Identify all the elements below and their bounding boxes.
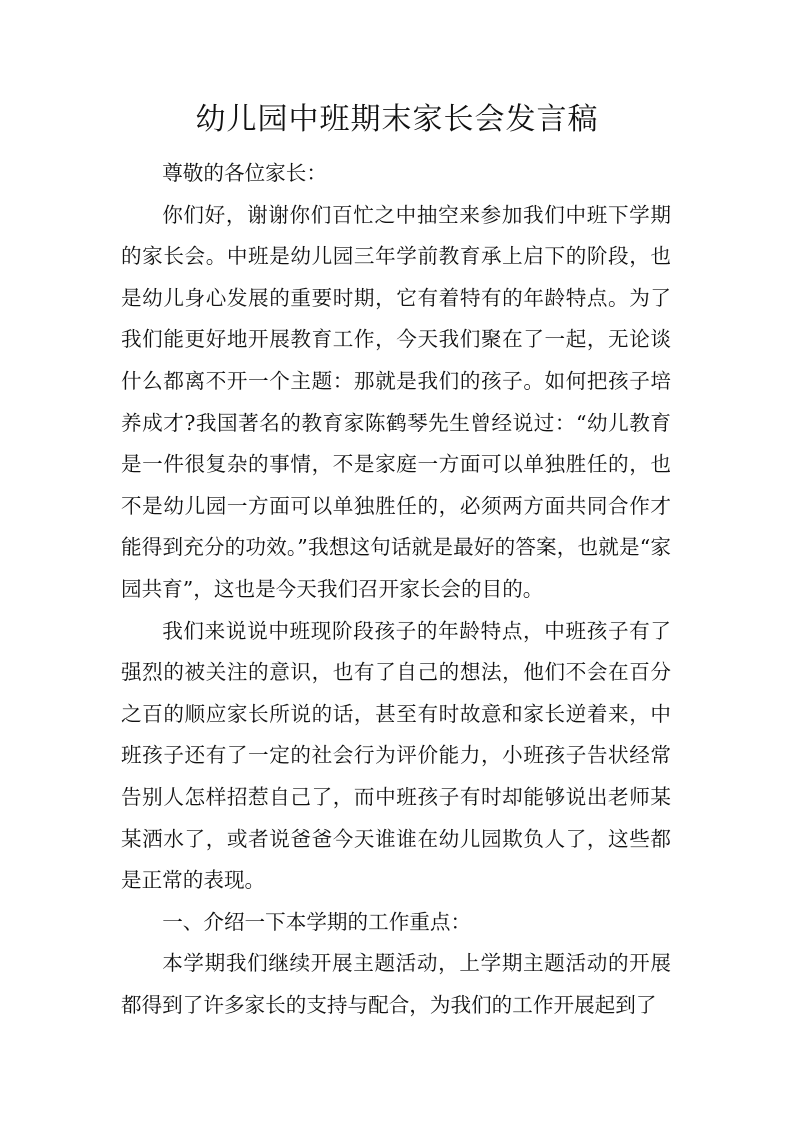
greeting-paragraph: 尊敬的各位家长： bbox=[162, 161, 327, 185]
age-characteristics-paragraph: 我们来说说中班现阶段孩子的年龄特点，中班孩子有了强烈的被关注的意识，也有了自己的想法，他们不会在百分之百的顺应家长所说的话，甚至有时故意和家长逆着来，中班孩子还有了一定的社会行为评价能力，小班孩子告状经常告别人怎样招惹自己了，而中班孩子有时却能够说出老师某某洒水了，或者说爸爸今天谁谁在幼儿园欺负人了，这些都是正常的表现。 bbox=[121, 618, 671, 893]
intro-paragraph: 你们好，谢谢你们百忙之中抽空来参加我们中班下学期的家长会。中班是幼儿园三年学前教育承上启下的阶段，也是幼儿身心发展的重要时期，它有着特有的年龄特点。为了我们能更好地开展教育工作，今天我们聚在了一起，无论谈什么都离不开一个主题：那就是我们的孩子。如何把孩子培养成才?我国著名的教育家陈鹤琴先生曾经说过：“幼儿教育是一件很复杂的事情，不是家庭一方面可以单独胜任的，也不是幼儿园一方面可以单独胜任的，必须两方面共同合作才能得到充分的功效。”我想这句话就是最好的答案，也就是“家园共育”，这也是今天我们召开家长会的目的。 bbox=[121, 202, 671, 601]
section-heading-work-focus: 一、介绍一下本学期的工作重点： bbox=[162, 909, 472, 934]
document-body bbox=[121, 153, 671, 1026]
work-focus-paragraph: 本学期我们继续开展主题活动，上学期主题活动的开展都得到了许多家长的支持与配合，为我们的工作开展起到了 bbox=[121, 951, 671, 1017]
document-title: 幼儿园中班期末家长会发言稿 bbox=[195, 102, 599, 137]
